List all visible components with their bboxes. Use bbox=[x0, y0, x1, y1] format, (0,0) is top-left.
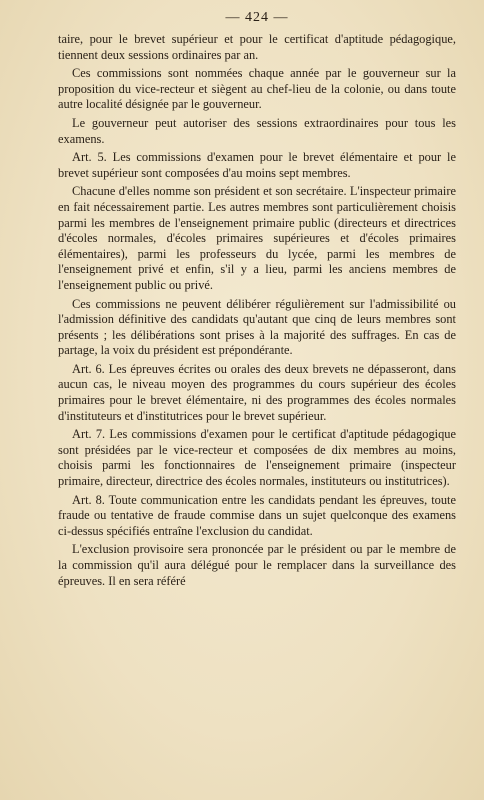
paragraph-deliberations: Ces commissions ne peuvent délibérer régulièrement sur l'admissibilité ou l'admission définitive des candidats qu'autant que cinq de leurs membres sont présents ; les délibérations sont prises à la majorité des suffrages. En cas de partage, la voix du président est prépondérante. bbox=[58, 296, 456, 358]
page-number: — 424 — bbox=[225, 10, 289, 25]
paragraph-article-8: Art. 8. Toute communication entre les candidats pendant les épreuves, toute fraude ou tentative de fraude commise dans un sujet quelconque des examens ci-dessus spécifiés entraîne l'exclusion du candidat. bbox=[58, 492, 456, 538]
paragraph-commission-members: Chacune d'elles nomme son président et son secrétaire. L'inspecteur primaire en fait nécessairement partie. Les autres membres sont particulièrement choisis parmi les membres de l'enseignement primaire public (directeurs et directrices d'écoles normales, d'écoles primaires supérieures et d'écoles primaires élémentaires), parmi les professeurs du lycée, parmi les membres de l'enseignement privé et enfin, s'il y a lieu, parmi les anciens membres de l'enseignement public ou privé. bbox=[58, 184, 456, 292]
paragraph-article-7: Art. 7. Les commissions d'examen pour le certificat d'aptitude pédagogique sont présidées par le vice-recteur et composées de dix membres au moins, choisis parmi les fonctionnaires de l'enseignement primaire (inspecteur primaire, directeur, directrice des écoles normales, instituteurs ou institutrices). bbox=[58, 427, 456, 489]
paragraph-article-5: Art. 5. Les commissions d'examen pour le brevet élémentaire et pour le brevet supérieur sont composées d'au moins sept membres. bbox=[58, 150, 456, 180]
paragraph-provisional-exclusion: L'exclusion provisoire sera prononcée par le président ou par le membre de la commission qu'il aura délégué pour le remplacer dans la surveillance des épreuves. Il en sera référé bbox=[58, 542, 456, 588]
paragraph-continuation: taire, pour le brevet supérieur et pour le certificat d'aptitude pédagogique, tiennent deux sessions ordinaires par an. bbox=[58, 32, 456, 62]
paragraph-article-6: Art. 6. Les épreuves écrites ou orales des deux brevets ne dépasseront, dans aucun cas, le niveau moyen des programmes du cours supérieur des écoles primaires pour le brevet élémentaire, ni des programmes des écoles normales d'instituteurs et d'institutrices pour le brevet supérieur. bbox=[58, 361, 456, 423]
paragraph-extraordinary-sessions: Le gouverneur peut autoriser des sessions extraordinaires pour tous les examens. bbox=[58, 115, 456, 146]
paragraph-commissions-nomination: Ces commissions sont nommées chaque année par le gouverneur sur la proposition du vice-recteur et siègent au chef-lieu de la colonie, ou dans toute autre localité désignée par le gouverneur. bbox=[58, 66, 456, 112]
